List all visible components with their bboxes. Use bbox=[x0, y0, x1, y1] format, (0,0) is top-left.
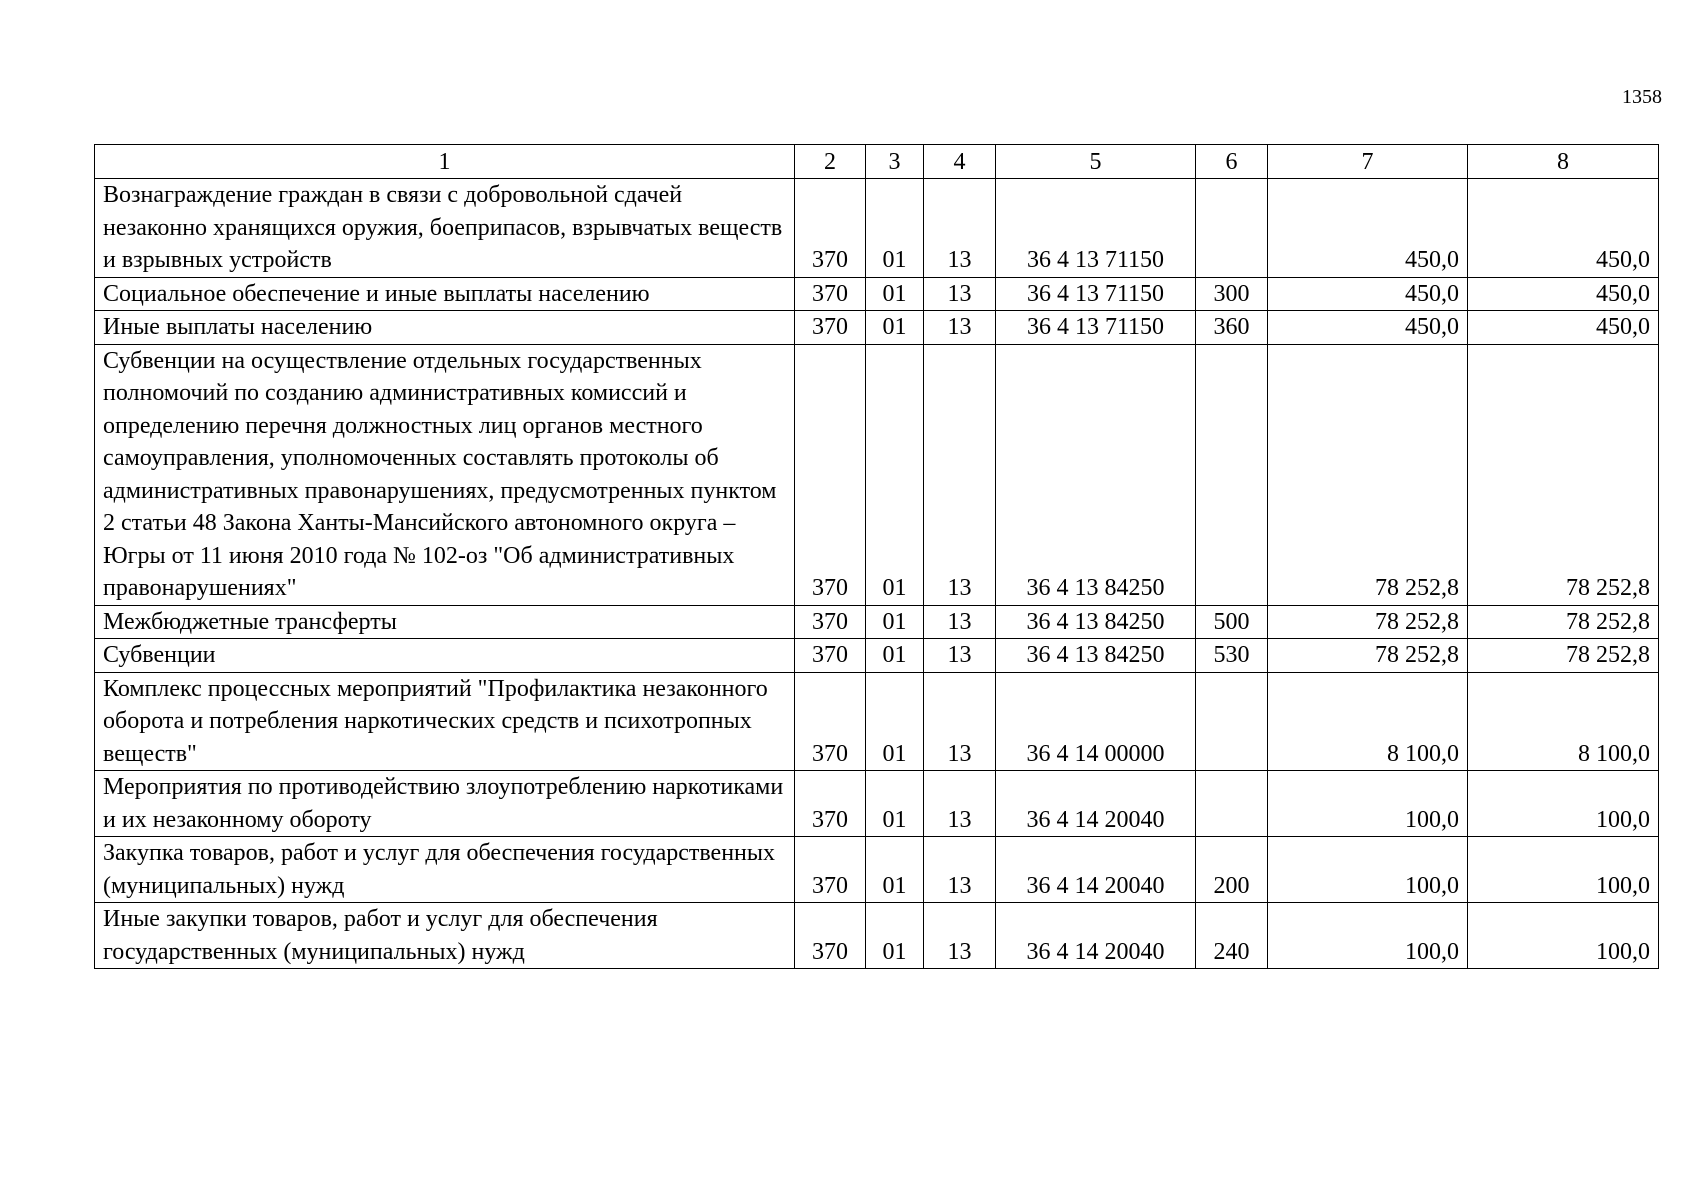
row-name-cell: Мероприятия по противодействию злоупотреблению наркотиками и их незаконному обороту bbox=[95, 771, 795, 837]
expense-type-cell: 500 bbox=[1196, 605, 1268, 639]
row-name-cell: Социальное обеспечение и иные выплаты населению bbox=[95, 277, 795, 311]
subsection-code-cell: 13 bbox=[924, 277, 996, 311]
table-row bbox=[95, 837, 1659, 903]
admin-code-cell: 370 bbox=[795, 672, 866, 771]
column-header: 1 bbox=[95, 145, 795, 179]
section-code-cell: 01 bbox=[866, 311, 924, 345]
subsection-code-cell: 13 bbox=[924, 771, 996, 837]
section-code-cell: 01 bbox=[866, 903, 924, 969]
row-name-cell: Иные выплаты населению bbox=[95, 311, 795, 345]
row-name-cell: Вознаграждение граждан в связи с добровольной сдачей незаконно хранящихся оружия, боеприпасов, взрывчатых веществ и взрывных устройств bbox=[95, 179, 795, 278]
target-article-cell: 36 4 13 71150 bbox=[996, 277, 1196, 311]
expense-type-cell: 240 bbox=[1196, 903, 1268, 969]
column-header: 3 bbox=[866, 145, 924, 179]
section-code-cell: 01 bbox=[866, 837, 924, 903]
column-header: 2 bbox=[795, 145, 866, 179]
admin-code-cell: 370 bbox=[795, 605, 866, 639]
section-code-cell: 01 bbox=[866, 605, 924, 639]
column-header: 8 bbox=[1468, 145, 1659, 179]
subsection-code-cell: 13 bbox=[924, 605, 996, 639]
amount-year1-cell: 100,0 bbox=[1268, 837, 1468, 903]
amount-year1-cell: 450,0 bbox=[1268, 277, 1468, 311]
section-code-cell: 01 bbox=[866, 771, 924, 837]
amount-year1-cell: 100,0 bbox=[1268, 903, 1468, 969]
amount-year2-cell: 100,0 bbox=[1468, 837, 1659, 903]
row-name-cell: Межбюджетные трансферты bbox=[95, 605, 795, 639]
column-header: 7 bbox=[1268, 145, 1468, 179]
row-name-cell: Субвенции bbox=[95, 639, 795, 673]
row-name-cell: Субвенции на осуществление отдельных государственных полномочий по созданию административных комиссий и определению перечня должностных лиц органов местного самоуправления, уполномоченных составлять протоколы об административных правонарушениях, предусмотренных пунктом 2 статьи 48 Закона Ханты-Мансийского автономного округа – Югры от 11 июня 2010 года № 102-оз "Об административных правонарушениях" bbox=[95, 344, 795, 605]
target-article-cell: 36 4 14 20040 bbox=[996, 837, 1196, 903]
amount-year2-cell: 78 252,8 bbox=[1468, 605, 1659, 639]
expense-type-cell bbox=[1196, 179, 1268, 278]
target-article-cell: 36 4 14 00000 bbox=[996, 672, 1196, 771]
expense-type-cell: 200 bbox=[1196, 837, 1268, 903]
section-code-cell: 01 bbox=[866, 277, 924, 311]
section-code-cell: 01 bbox=[866, 179, 924, 278]
subsection-code-cell: 13 bbox=[924, 639, 996, 673]
table-row bbox=[95, 903, 1659, 969]
admin-code-cell: 370 bbox=[795, 179, 866, 278]
budget-table bbox=[94, 144, 1659, 969]
table-row bbox=[95, 277, 1659, 311]
expense-type-cell bbox=[1196, 771, 1268, 837]
section-code-cell: 01 bbox=[866, 639, 924, 673]
subsection-code-cell: 13 bbox=[924, 837, 996, 903]
section-code-cell: 01 bbox=[866, 672, 924, 771]
target-article-cell: 36 4 13 84250 bbox=[996, 344, 1196, 605]
admin-code-cell: 370 bbox=[795, 903, 866, 969]
amount-year2-cell: 100,0 bbox=[1468, 903, 1659, 969]
admin-code-cell: 370 bbox=[795, 311, 866, 345]
amount-year1-cell: 450,0 bbox=[1268, 311, 1468, 345]
table-row bbox=[95, 639, 1659, 673]
header-row bbox=[95, 145, 1659, 179]
admin-code-cell: 370 bbox=[795, 837, 866, 903]
amount-year2-cell: 100,0 bbox=[1468, 771, 1659, 837]
table-body bbox=[95, 179, 1659, 969]
table-row bbox=[95, 771, 1659, 837]
table-row bbox=[95, 344, 1659, 605]
admin-code-cell: 370 bbox=[795, 639, 866, 673]
table-row bbox=[95, 605, 1659, 639]
subsection-code-cell: 13 bbox=[924, 179, 996, 278]
subsection-code-cell: 13 bbox=[924, 344, 996, 605]
amount-year2-cell: 8 100,0 bbox=[1468, 672, 1659, 771]
subsection-code-cell: 13 bbox=[924, 903, 996, 969]
row-name-cell: Комплекс процессных мероприятий "Профилактика незаконного оборота и потребления наркотических средств и психотропных веществ" bbox=[95, 672, 795, 771]
subsection-code-cell: 13 bbox=[924, 311, 996, 345]
target-article-cell: 36 4 13 71150 bbox=[996, 179, 1196, 278]
admin-code-cell: 370 bbox=[795, 344, 866, 605]
amount-year2-cell: 450,0 bbox=[1468, 311, 1659, 345]
amount-year1-cell: 78 252,8 bbox=[1268, 344, 1468, 605]
amount-year1-cell: 450,0 bbox=[1268, 179, 1468, 278]
expense-type-cell: 360 bbox=[1196, 311, 1268, 345]
amount-year2-cell: 78 252,8 bbox=[1468, 639, 1659, 673]
table-row bbox=[95, 672, 1659, 771]
subsection-code-cell: 13 bbox=[924, 672, 996, 771]
expense-type-cell: 300 bbox=[1196, 277, 1268, 311]
amount-year1-cell: 78 252,8 bbox=[1268, 639, 1468, 673]
amount-year1-cell: 8 100,0 bbox=[1268, 672, 1468, 771]
target-article-cell: 36 4 13 71150 bbox=[996, 311, 1196, 345]
expense-type-cell: 530 bbox=[1196, 639, 1268, 673]
amount-year2-cell: 450,0 bbox=[1468, 179, 1659, 278]
table-row bbox=[95, 311, 1659, 345]
target-article-cell: 36 4 13 84250 bbox=[996, 639, 1196, 673]
expense-type-cell bbox=[1196, 344, 1268, 605]
admin-code-cell: 370 bbox=[795, 771, 866, 837]
target-article-cell: 36 4 14 20040 bbox=[996, 903, 1196, 969]
column-header: 4 bbox=[924, 145, 996, 179]
amount-year2-cell: 450,0 bbox=[1468, 277, 1659, 311]
admin-code-cell: 370 bbox=[795, 277, 866, 311]
row-name-cell: Закупка товаров, работ и услуг для обеспечения государственных (муниципальных) нужд bbox=[95, 837, 795, 903]
amount-year2-cell: 78 252,8 bbox=[1468, 344, 1659, 605]
column-header: 5 bbox=[996, 145, 1196, 179]
page-number: 1358 bbox=[1622, 86, 1662, 108]
column-header: 6 bbox=[1196, 145, 1268, 179]
target-article-cell: 36 4 13 84250 bbox=[996, 605, 1196, 639]
expense-type-cell bbox=[1196, 672, 1268, 771]
row-name-cell: Иные закупки товаров, работ и услуг для обеспечения государственных (муниципальных) нужд bbox=[95, 903, 795, 969]
amount-year1-cell: 78 252,8 bbox=[1268, 605, 1468, 639]
amount-year1-cell: 100,0 bbox=[1268, 771, 1468, 837]
section-code-cell: 01 bbox=[866, 344, 924, 605]
table-row bbox=[95, 179, 1659, 278]
target-article-cell: 36 4 14 20040 bbox=[996, 771, 1196, 837]
